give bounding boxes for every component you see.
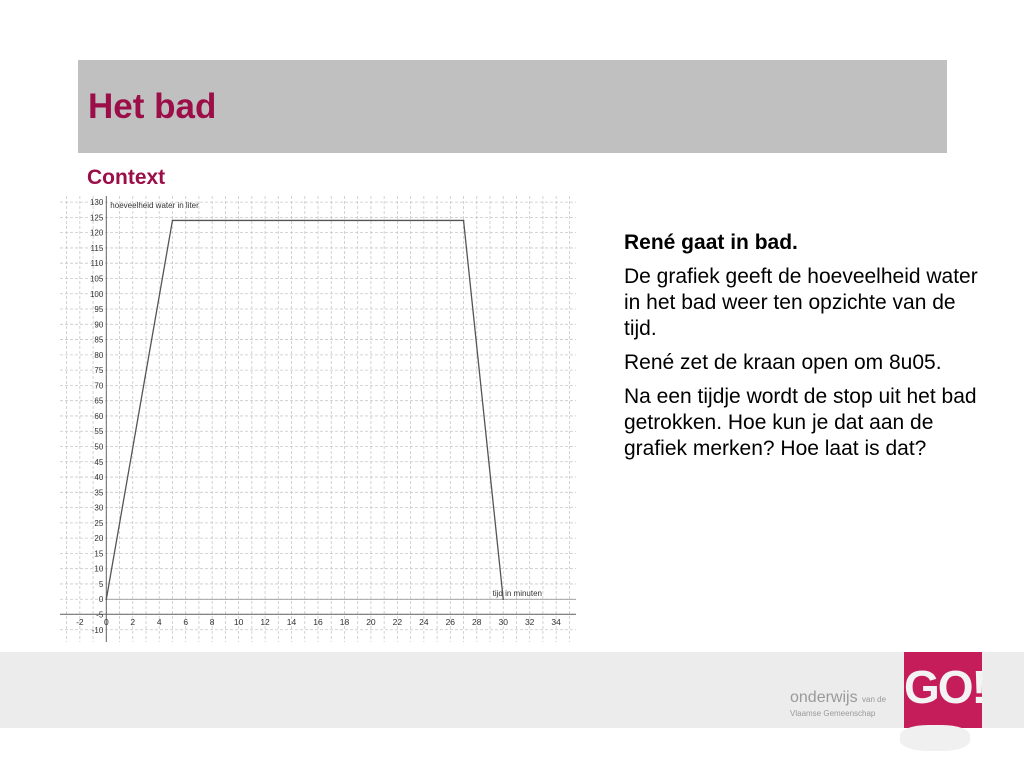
x-tick-label: 20: [366, 617, 376, 628]
brand-line1: onderwijs: [790, 689, 858, 706]
y-tick-label: -5: [96, 610, 104, 620]
series-point: [172, 220, 174, 222]
y-tick-label: 75: [94, 366, 104, 376]
x-tick-label: 6: [183, 617, 189, 628]
x-tick-label: 22: [392, 617, 403, 628]
x-tick-label: 28: [472, 617, 482, 628]
y-tick-label: 15: [94, 549, 104, 559]
text-block: [624, 230, 984, 470]
y-tick-label: 20: [94, 534, 104, 544]
text-lead: René gaat in bad.: [624, 231, 798, 254]
y-tick-label: 55: [94, 427, 104, 437]
y-tick-label: 0: [98, 595, 104, 605]
y-tick-label: 90: [94, 320, 104, 330]
x-tick-label: 30: [498, 617, 508, 628]
y-tick-label: 45: [94, 457, 104, 467]
y-tick-label: 25: [94, 518, 104, 528]
y-tick-label: 115: [90, 243, 104, 253]
x-tick-label: 12: [260, 617, 270, 628]
y-tick-label: 60: [94, 411, 104, 421]
y-tick-label: 120: [89, 228, 104, 238]
y-tick-label: 95: [94, 305, 104, 315]
y-tick-label: 10: [94, 564, 104, 574]
x-tick-label: 0: [103, 617, 109, 628]
x-tick-label: -2: [76, 617, 84, 628]
text-paragraph-1: De grafiek geeft de hoeveelheid water in het bad weer ten opzichte van de tijd.: [624, 265, 978, 340]
x-tick-label: 14: [286, 617, 297, 628]
x-tick-label: 8: [209, 617, 215, 628]
text-paragraph-3: Na een tijdje wordt de stop uit het bad getrokken. Hoe kun je dat aan de grafiek merken? Hoe laat is dat?: [624, 385, 977, 460]
title-bar: [78, 60, 947, 153]
brand-suffix: van de: [862, 695, 887, 704]
x-axis-label: tijd in minuten: [492, 589, 543, 599]
y-tick-label: 30: [94, 503, 104, 513]
brand-line2: Vlaamse Gemeenschap: [790, 709, 876, 718]
series-point: [502, 598, 504, 600]
y-tick-label: 50: [94, 442, 104, 452]
y-tick-label: 100: [89, 289, 104, 299]
y-tick-label: -10: [91, 625, 104, 635]
y-tick-label: 40: [94, 473, 104, 483]
y-tick-label: 80: [94, 350, 104, 360]
footer-brand: [790, 689, 887, 720]
y-tick-label: 85: [94, 335, 104, 345]
x-tick-label: 2: [130, 617, 136, 628]
x-tick-label: 4: [156, 617, 162, 628]
chart-svg: [60, 196, 576, 642]
text-paragraph-2: René zet de kraan open om 8u05.: [624, 351, 942, 374]
logo-splash-decoration: [900, 725, 970, 751]
x-tick-label: 16: [313, 617, 323, 628]
y-tick-label: 35: [94, 488, 104, 498]
chart: [60, 196, 576, 642]
x-tick-label: 32: [524, 617, 535, 628]
series-point: [106, 598, 108, 600]
logo-text: GO!: [904, 661, 985, 713]
slide-title: Het bad: [88, 87, 217, 126]
y-tick-label: 65: [94, 396, 104, 406]
x-tick-label: 34: [551, 617, 561, 628]
y-tick-label: 130: [89, 198, 104, 208]
x-tick-label: 18: [339, 617, 350, 628]
y-tick-label: 125: [89, 213, 104, 223]
y-axis-label: hoeveelheid water in liter: [110, 201, 199, 211]
x-tick-label: 10: [233, 617, 244, 628]
y-tick-label: 105: [89, 274, 104, 284]
y-tick-label: 110: [90, 259, 104, 269]
slide-subtitle: Context: [87, 166, 166, 189]
y-tick-label: 70: [94, 381, 104, 391]
series-point: [463, 220, 465, 222]
x-tick-label: 24: [419, 617, 429, 628]
y-tick-label: 5: [98, 579, 104, 589]
x-tick-label: 26: [445, 617, 456, 628]
go-logo: [904, 652, 985, 728]
